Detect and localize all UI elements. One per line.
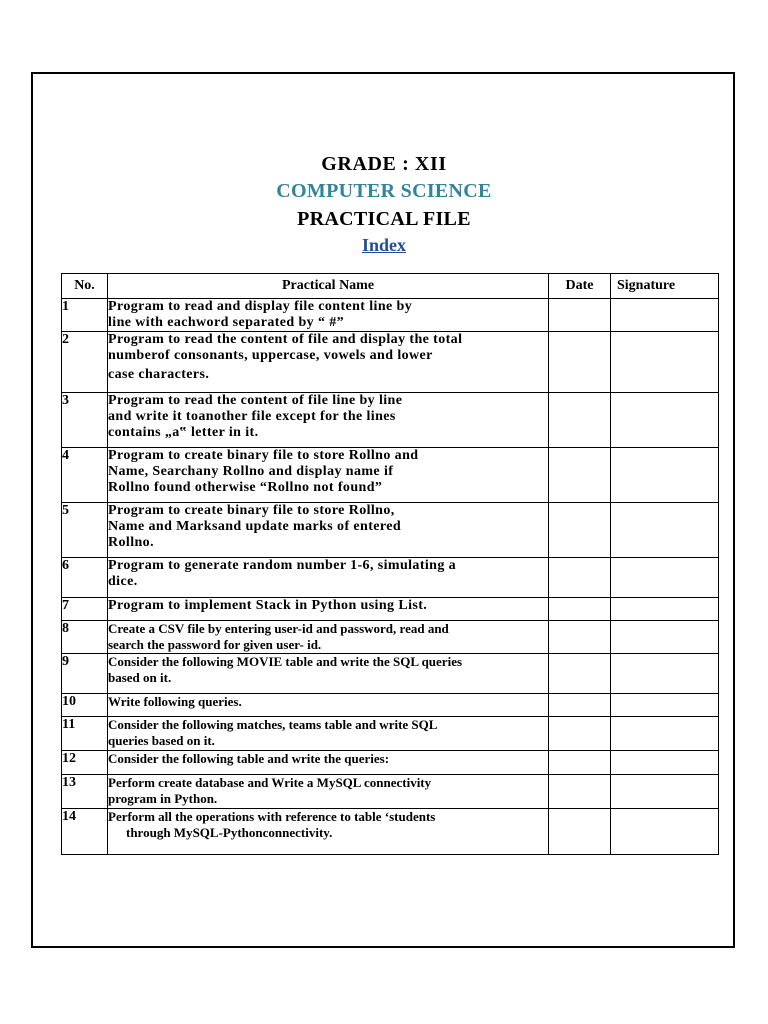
practical-name-line: dice. — [108, 574, 138, 589]
table-row — [62, 809, 719, 855]
practical-name-line: Program to read and display file content line by — [108, 299, 413, 314]
table-row — [62, 393, 719, 448]
practical-name-line: based on it. — [108, 670, 172, 685]
practical-file-heading: PRACTICAL FILE — [297, 208, 471, 230]
practical-name-line: Write following queries. — [108, 694, 242, 709]
date-cell — [549, 717, 611, 751]
table-row — [62, 598, 719, 621]
row-number: 2 — [62, 332, 108, 393]
practical-name-line: program in Python. — [108, 791, 218, 806]
row-number: 3 — [62, 393, 108, 448]
practical-name-line: Program to read the content of file line by line — [108, 393, 403, 408]
practical-name-line: Rollno. — [108, 535, 154, 550]
header-date: Date — [549, 274, 611, 299]
index-table — [61, 273, 719, 855]
grade-heading: GRADE : XII — [321, 153, 447, 175]
practical-name-cell — [108, 717, 549, 751]
practical-name-line: Create a CSV file by entering user-id and password, read and — [108, 621, 449, 636]
practical-name-cell — [108, 299, 549, 332]
date-cell — [549, 654, 611, 694]
practical-name-line: Program to generate random number 1-6, simulating a — [108, 558, 457, 573]
subject-heading: COMPUTER SCIENCE — [276, 180, 492, 202]
date-cell — [549, 393, 611, 448]
practical-name-line: Rollno found otherwise “Rollno not found” — [108, 480, 383, 495]
header-practical-name: Practical Name — [108, 274, 549, 299]
practical-name-cell — [108, 503, 549, 558]
practical-name-line: Perform create database and Write a MySQL connectivity — [108, 775, 432, 790]
date-cell — [549, 332, 611, 393]
table-row — [62, 775, 719, 809]
signature-cell — [611, 558, 719, 598]
practical-name-line: line with eachword separated by “ #” — [108, 315, 345, 330]
row-number: 14 — [62, 809, 108, 855]
signature-cell — [611, 621, 719, 654]
row-number: 10 — [62, 694, 108, 717]
practical-name-line: Consider the following MOVIE table and write the SQL queries — [108, 654, 463, 669]
table-row — [62, 751, 719, 775]
table-row — [62, 299, 719, 332]
row-number: 5 — [62, 503, 108, 558]
signature-cell — [611, 299, 719, 332]
date-cell — [549, 503, 611, 558]
practical-name-line: queries based on it. — [108, 733, 215, 748]
practical-name-line: Program to implement Stack in Python using List. — [108, 598, 428, 613]
practical-name-line: Name and Marksand update marks of entered — [108, 519, 402, 534]
date-cell — [549, 558, 611, 598]
signature-cell — [611, 654, 719, 694]
practical-name-line: contains „a‟ letter in it. — [108, 425, 259, 440]
date-cell — [549, 751, 611, 775]
practical-name-line: Consider the following table and write the queries: — [108, 751, 390, 766]
signature-cell — [611, 809, 719, 855]
row-number: 4 — [62, 448, 108, 503]
practical-name-line: case characters. — [108, 367, 210, 382]
practical-name-line: and write it toanother file except for the lines — [108, 409, 396, 424]
table-row — [62, 448, 719, 503]
row-number: 11 — [62, 717, 108, 751]
practical-name-line: Name, Searchany Rollno and display name if — [108, 464, 394, 479]
practical-name-cell — [108, 393, 549, 448]
signature-cell — [611, 751, 719, 775]
table-row — [62, 332, 719, 393]
practical-name-cell — [108, 448, 549, 503]
date-cell — [549, 299, 611, 332]
signature-cell — [611, 694, 719, 717]
header-no: No. — [62, 274, 108, 299]
date-cell — [549, 621, 611, 654]
signature-cell — [611, 332, 719, 393]
practical-name-line: numberof consonants, uppercase, vowels and lower — [108, 348, 433, 363]
signature-cell — [611, 393, 719, 448]
practical-name-line: Program to create binary file to store Rollno and — [108, 448, 419, 463]
signature-cell — [611, 717, 719, 751]
header-signature: Signature — [611, 274, 719, 299]
date-cell — [549, 598, 611, 621]
practical-name-cell — [108, 558, 549, 598]
practical-name-cell — [108, 751, 549, 775]
table-row — [62, 503, 719, 558]
row-number: 9 — [62, 654, 108, 694]
row-number: 7 — [62, 598, 108, 621]
practical-name-cell — [108, 598, 549, 621]
table-body — [62, 299, 719, 855]
practical-name-cell — [108, 694, 549, 717]
practical-name-line: search the password for given user- id. — [108, 637, 322, 652]
date-cell — [549, 809, 611, 855]
practical-name-cell — [108, 332, 549, 393]
row-number: 6 — [62, 558, 108, 598]
table-row — [62, 558, 719, 598]
practical-name-line: through MySQL-Pythonconnectivity. — [126, 825, 333, 840]
practical-name-line: Consider the following matches, teams table and write SQL — [108, 717, 438, 732]
table-row — [62, 621, 719, 654]
practical-name-line: Perform all the operations with reference to table ‘students — [108, 809, 436, 824]
row-number: 8 — [62, 621, 108, 654]
practical-name-cell — [108, 654, 549, 694]
table-row — [62, 717, 719, 751]
table-header-row — [62, 274, 719, 299]
index-link[interactable]: Index — [361, 235, 406, 255]
practical-name-cell — [108, 621, 549, 654]
date-cell — [549, 775, 611, 809]
signature-cell — [611, 503, 719, 558]
row-number: 13 — [62, 775, 108, 809]
practical-name-line: Program to read the content of file and display the total — [108, 332, 463, 347]
signature-cell — [611, 775, 719, 809]
practical-name-line: Program to create binary file to store Rollno, — [108, 503, 395, 518]
date-cell — [549, 448, 611, 503]
row-number: 12 — [62, 751, 108, 775]
signature-cell — [611, 448, 719, 503]
practical-name-cell — [108, 775, 549, 809]
practical-name-cell — [108, 809, 549, 855]
row-number: 1 — [62, 299, 108, 332]
table-row — [62, 654, 719, 694]
table-row — [62, 694, 719, 717]
date-cell — [549, 694, 611, 717]
signature-cell — [611, 598, 719, 621]
